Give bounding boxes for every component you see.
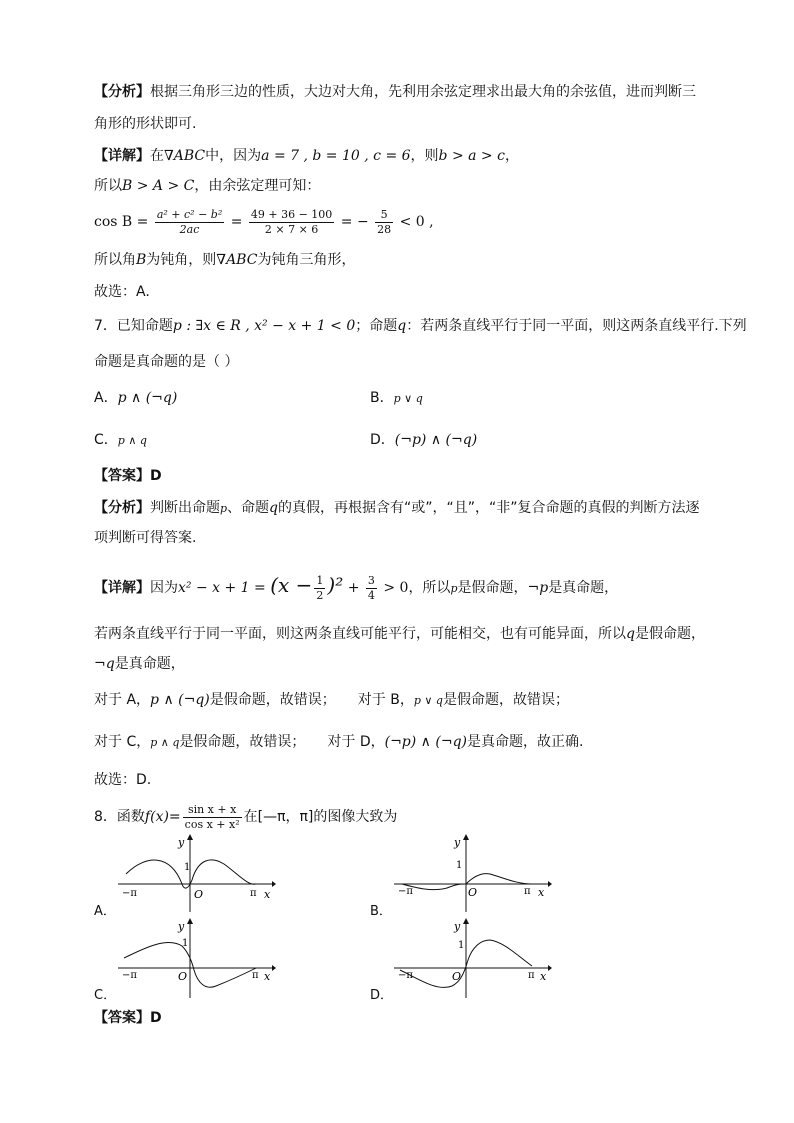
angle-inequality: B > A > C <box>122 178 195 194</box>
graph-C <box>116 918 276 1000</box>
x-label: x <box>264 970 271 983</box>
fraction-result <box>375 208 393 237</box>
option-math: p ∧ q <box>117 434 147 447</box>
not-p: ¬p <box>527 580 549 596</box>
frac-num: a² + c² − b² <box>156 207 223 221</box>
angle-B: B <box>136 252 147 268</box>
graph-D-label: D． <box>370 988 394 1003</box>
q7-text: 项判断可得答案. <box>94 530 197 546</box>
detail-text: ，由余弦定理可知： <box>194 178 321 194</box>
one-tick: 1 <box>456 860 463 871</box>
q7-text: 命题是真命题的是（ ） <box>94 354 239 370</box>
graph-A <box>116 834 276 914</box>
q-symbol: q <box>626 626 635 642</box>
p-symbol: p <box>450 582 458 595</box>
choose-text: 故选：D. <box>94 772 152 788</box>
proposition-q: q <box>397 318 407 334</box>
option-label: C． <box>94 432 118 448</box>
option-math: (¬p) ∧ (¬q) <box>384 734 467 750</box>
function-name: f(x)= <box>144 809 181 825</box>
q7-text: 7．已知命题 <box>94 318 173 334</box>
pi-tick: π <box>252 970 259 981</box>
x-label: x <box>540 970 547 983</box>
q7-text: 是真命题，故正确. <box>467 734 584 750</box>
curve <box>402 874 532 890</box>
x-label: x <box>264 888 271 901</box>
q8-stem <box>94 802 397 832</box>
detail-line-2 <box>94 176 320 196</box>
option-math: p ∧ (¬q) <box>150 692 210 708</box>
q7-answer: 【答案】D <box>94 468 162 484</box>
q7-option-C <box>94 430 147 451</box>
q8-answer: 【答案】D <box>94 1010 162 1026</box>
x-label: x <box>538 886 545 899</box>
origin-label: O <box>178 970 188 983</box>
q7-text: 判断出命题 <box>150 500 220 516</box>
paren-left: (x − <box>270 573 313 597</box>
graph-A-label: A． <box>94 904 116 919</box>
choose-D <box>94 770 151 790</box>
detail-tag: 【详解】 <box>94 580 150 596</box>
q7-analysis-1 <box>94 498 700 519</box>
option-math: p ∨ q <box>413 694 443 707</box>
q7-option-D <box>370 430 477 450</box>
option-math: p ∧ q <box>150 736 180 749</box>
frac-den: 2 <box>316 588 324 602</box>
y-arrow-icon <box>187 918 193 924</box>
q7-text: ：若两条直线平行于同一平面，则这两条直线平行.下列 <box>406 318 747 334</box>
analysis-line-1 <box>94 82 696 102</box>
q7-text: 、命题 <box>227 500 270 516</box>
cosine-formula: cos B = $\frac{\text{a² + c² − b²}}{2ac}$ = $\frac{49 + 36 - 100}{2 \times 7 \times 6}$ = − $\frac{5}{28}$ < 0 , <box>94 207 434 236</box>
analysis-tag: 【分析】 <box>94 500 150 516</box>
q7-text: 是假命题， <box>634 626 705 642</box>
y-label: y <box>454 920 461 933</box>
q7-text: 是真命题， <box>114 656 185 672</box>
detail-line-4 <box>94 250 355 270</box>
q7-text: 对于 D， <box>327 734 385 750</box>
neg-pi-tick: −π <box>398 970 413 981</box>
q7-detail-5 <box>94 732 583 753</box>
graph-D <box>392 918 552 1000</box>
pi-tick: π <box>528 970 535 981</box>
origin-label: O <box>452 970 462 983</box>
frac-num: 3 <box>367 573 375 587</box>
option-math: p ∨ q <box>393 392 423 405</box>
detail-text: 所以 <box>94 178 122 194</box>
neg-pi-tick: −π <box>122 888 137 899</box>
detail-text: ，则 <box>410 148 439 164</box>
q7-text: 因为 <box>150 580 178 596</box>
cos-label: cos B = <box>94 214 149 230</box>
frac-den: cos x + x² <box>184 817 240 831</box>
q7-text: ；命题 <box>355 318 398 334</box>
triangle-symbol: ∇ABC <box>164 148 206 164</box>
y-label: y <box>178 920 185 933</box>
detail-text: 中，因为 <box>205 148 262 164</box>
detail-tag: 【详解】 <box>94 148 150 164</box>
frac-num: sin x + x <box>183 803 242 818</box>
detail-text: 在 <box>150 148 164 164</box>
y-arrow-icon <box>187 834 193 840</box>
option-math: p ∧ (¬q) <box>117 390 178 406</box>
analysis-tag: 【分析】 <box>94 84 150 100</box>
greater-than-zero: > 0 <box>383 580 409 596</box>
x-arrow-icon <box>272 881 276 887</box>
plus: + <box>347 580 360 596</box>
q7-option-A <box>94 388 177 408</box>
option-label: D． <box>370 432 395 448</box>
neg-pi-tick: −π <box>122 970 137 981</box>
neg-sign: = − <box>340 214 369 230</box>
frac-num: 49 + 36 − 100 <box>250 207 333 221</box>
pi-tick: π <box>524 886 531 897</box>
pi-tick: π <box>250 888 257 899</box>
graph-B-label: B． <box>370 904 392 919</box>
not-q: ¬q <box>94 656 115 672</box>
less-than-zero: < 0 , <box>399 214 434 230</box>
function-fraction <box>183 803 242 832</box>
x-arrow-icon <box>548 965 552 971</box>
origin-label: O <box>194 888 204 901</box>
x-arrow-icon <box>272 965 276 971</box>
q7-text: 对于 C， <box>94 734 151 750</box>
q8-text: 8．函数 <box>94 809 145 825</box>
frac-num: 5 <box>375 208 393 223</box>
q7-text: 是假命题，故错误； <box>442 692 569 708</box>
frac-den: 4 <box>367 588 375 602</box>
origin-label: O <box>468 886 478 899</box>
q7-stem-2 <box>94 352 238 372</box>
q7-detail-2 <box>94 624 705 644</box>
p-symbol: p <box>220 502 228 515</box>
expression: x² − x + 1 = <box>178 580 266 596</box>
q-symbol: q <box>269 500 279 516</box>
frac-den: 2 × 7 × 6 <box>264 222 319 236</box>
analysis-line-2 <box>94 114 196 134</box>
analysis-text-2: 角形的形状即可. <box>94 116 197 132</box>
paren-right: )² <box>327 573 344 597</box>
frac-den: 2ac <box>179 222 200 236</box>
neg-pi-tick: −π <box>398 886 413 897</box>
one-tick: 1 <box>182 938 189 949</box>
choose-text: 故选：A. <box>94 284 150 300</box>
q7-option-B <box>370 388 423 409</box>
q7-detail-3 <box>94 654 185 674</box>
q7-text: 是真命题， <box>548 580 619 596</box>
choose-A <box>94 282 150 302</box>
fraction-numeric <box>249 208 334 237</box>
triangle-symbol: ∇ABC <box>216 252 258 268</box>
fraction-general <box>155 208 224 237</box>
q7-text: 是假命题，故错误； <box>209 692 336 708</box>
q7-text: 对于 A， <box>94 692 151 708</box>
detail-text: 为钝角，则 <box>146 252 217 268</box>
option-math: (¬p) ∧ (¬q) <box>394 432 478 448</box>
y-arrow-icon <box>463 918 469 924</box>
y-label: y <box>454 836 461 849</box>
y-label: y <box>178 836 185 849</box>
q7-detail-1 <box>94 568 618 606</box>
x-arrow-icon <box>548 881 552 887</box>
frac-den: 28 <box>377 222 392 236</box>
given-values: a = 7 , b = 10 , c = 6 <box>261 148 411 164</box>
proposition-p: p : ∃x ∈ R , x² − x + 1 < 0 <box>172 318 356 334</box>
q7-analysis-2 <box>94 528 196 548</box>
y-arrow-icon <box>463 834 469 840</box>
detail-line-1 <box>94 146 519 166</box>
q8-text: 在[—π，π]的图像大致为 <box>243 809 398 825</box>
analysis-text: 根据三角形三边的性质，大边对大角，先利用余弦定理求出最大角的余弦值，进而判断三 <box>150 84 696 100</box>
graph-C-label: C． <box>94 988 117 1003</box>
frac-num: 1 <box>316 573 324 587</box>
q7-text: 是假命题， <box>457 580 528 596</box>
option-label: B． <box>370 390 394 406</box>
q7-text: 对于 B， <box>357 692 414 708</box>
q7-detail-4 <box>94 690 569 711</box>
fraction-three-quarters <box>366 574 377 603</box>
one-tick: 1 <box>184 862 191 873</box>
detail-text: ， <box>504 148 519 164</box>
option-label: A． <box>94 390 118 406</box>
q7-text: 是假命题，故错误； <box>179 734 306 750</box>
fraction-half <box>314 574 325 603</box>
q7-text: 的真假，再根据含有“或”，“且”，“非”复合命题的真假的判断方法逐 <box>278 500 700 516</box>
detail-text: 所以角 <box>94 252 136 268</box>
q7-stem-1 <box>94 316 747 336</box>
one-tick: 1 <box>458 940 465 951</box>
q7-text: ，所以 <box>408 580 451 596</box>
detail-text: 为钝角三角形， <box>257 252 356 268</box>
graph-B <box>392 834 552 914</box>
q7-text: 若两条直线平行于同一平面，则这两条直线可能平行，可能相交，也有可能异面，所以 <box>94 626 626 642</box>
side-inequality: b > a > c <box>438 148 505 164</box>
